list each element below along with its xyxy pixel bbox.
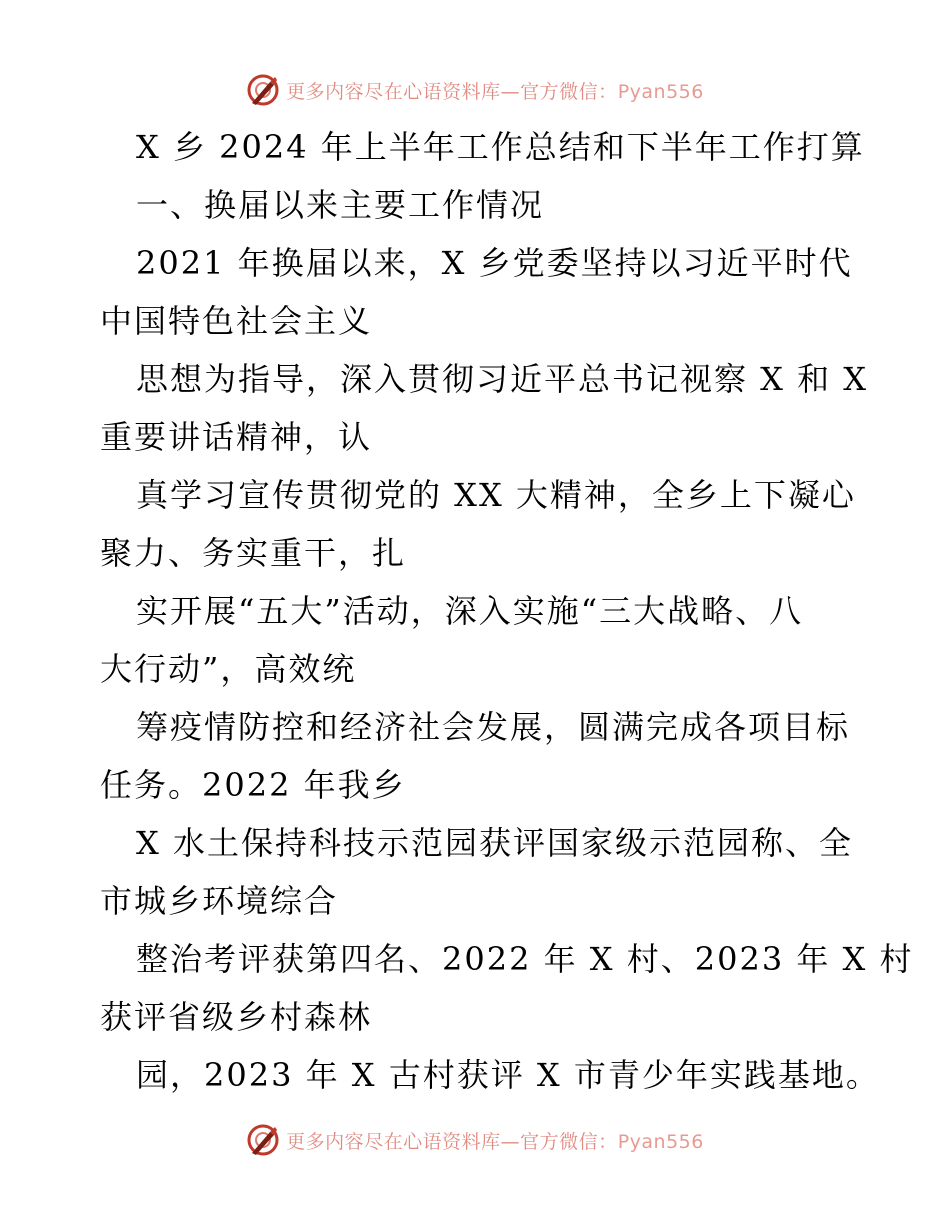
- body-line: 真学习宣传贯彻党的 XX 大精神，全乡上下凝心: [136, 476, 856, 514]
- watermark-contact-id: Pyan556: [617, 80, 704, 103]
- body-line: 任务。2022 年我乡: [100, 766, 406, 804]
- document-title: X 乡 2024 年上半年工作总结和下半年工作打算: [136, 128, 865, 166]
- body-line: 园，2023 年 X 古村获评 X 市青少年实践基地。: [136, 1056, 880, 1094]
- body-line: 整治考评获第四名、2022 年 X 村、2023 年 X 村: [136, 940, 914, 978]
- body-line: 大行动”，高效统: [100, 650, 357, 688]
- watermark-separator: —: [500, 80, 521, 103]
- pen-logo-icon: [246, 73, 280, 107]
- body-line: 重要讲话精神，认: [100, 418, 373, 456]
- body-line: 中国特色社会主义: [100, 302, 373, 340]
- section-heading: 一、换届以来主要工作情况: [136, 186, 545, 224]
- body-line: 获评省级乡村森林: [100, 998, 373, 1036]
- body-line: 市城乡环境综合: [100, 882, 339, 920]
- document-body: [100, 118, 914, 1104]
- watermark-contact-label: 官方微信：: [520, 1130, 618, 1153]
- body-line: 聚力、务实重干，扎: [100, 534, 407, 572]
- watermark-slogan: 更多内容尽在心语资料库: [286, 80, 501, 103]
- watermark-slogan: 更多内容尽在心语资料库: [286, 1130, 501, 1153]
- watermark-contact-id: Pyan556: [617, 1130, 704, 1153]
- body-line: 思想为指导，深入贯彻习近平总书记视察 X 和 X: [136, 360, 869, 398]
- footer-watermark: [0, 1118, 950, 1162]
- watermark-text: [286, 77, 704, 104]
- body-line: 筹疫情防控和经济社会发展，圆满完成各项目标: [136, 708, 851, 746]
- watermark-text: [286, 1127, 704, 1154]
- body-line: X 水土保持科技示范园获评国家级示范园称、全: [136, 824, 853, 862]
- header-watermark: [0, 68, 950, 112]
- body-line: 2021 年换届以来，X 乡党委坚持以习近平时代: [136, 244, 853, 282]
- watermark-contact-label: 官方微信：: [520, 80, 618, 103]
- watermark-separator: —: [500, 1130, 521, 1153]
- body-line: 实开展“五大”活动，深入实施“三大战略、八: [136, 592, 804, 630]
- pen-logo-icon: [246, 1123, 280, 1157]
